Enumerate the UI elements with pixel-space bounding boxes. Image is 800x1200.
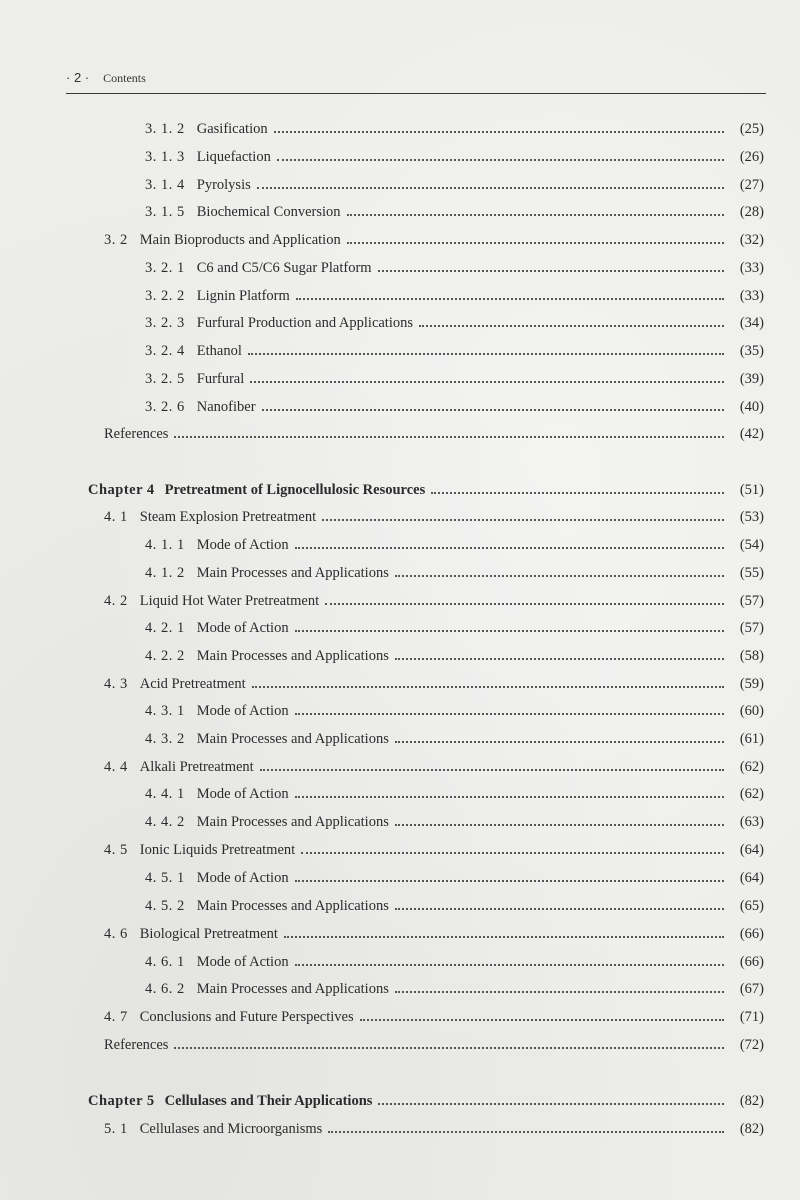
toc-entry[interactable]	[145, 397, 764, 417]
toc-entry-page: (55)	[739, 564, 764, 581]
dot-leader	[395, 740, 724, 743]
toc-entry[interactable]	[104, 591, 764, 611]
toc-entry-title: Mode of Action	[196, 953, 289, 970]
toc-entry[interactable]	[104, 1119, 764, 1139]
toc-entry-number: 3. 2. 3	[145, 314, 185, 331]
toc-entry-number: 4. 3. 1	[145, 702, 185, 719]
toc-entry[interactable]	[104, 674, 764, 694]
toc-entry-title: Mode of Action	[196, 702, 289, 719]
dot-leader	[378, 269, 724, 272]
toc-entry-number: 5. 1	[104, 1120, 128, 1137]
toc-entry-references[interactable]	[104, 1035, 764, 1055]
dot-leader	[395, 823, 724, 826]
page-number: · 2 ·	[66, 70, 90, 85]
toc-entry-number: 4. 3	[104, 675, 128, 692]
dot-leader	[360, 1018, 724, 1021]
toc-entry-page: (63)	[739, 813, 764, 830]
dot-leader	[257, 186, 724, 189]
toc-entry-page: (62)	[739, 758, 764, 775]
toc-entry-number: 3. 2. 4	[145, 342, 185, 359]
toc-entry-title: Mode of Action	[196, 785, 289, 802]
toc-entry-page: (32)	[739, 231, 764, 248]
dot-leader	[250, 380, 724, 383]
toc-entry-number: 4. 5. 2	[145, 897, 185, 914]
dot-leader	[347, 213, 724, 216]
chapter-title: Pretreatment of Lignocellulosic Resources	[164, 481, 426, 498]
chapter-title: Cellulases and Their Applications	[164, 1092, 373, 1109]
dot-leader	[395, 574, 724, 577]
toc-entry-page: (64)	[739, 869, 764, 886]
dot-leader	[295, 629, 724, 632]
toc-entry[interactable]	[145, 535, 764, 555]
toc-entry-page: (66)	[739, 925, 764, 942]
toc-entry-title: Furfural	[196, 370, 245, 387]
toc-entry[interactable]	[145, 729, 764, 749]
chapter-number: Chapter 5	[88, 1092, 155, 1109]
toc-chapter-heading[interactable]	[88, 1091, 764, 1111]
toc-entry-number: 3. 2. 2	[145, 287, 185, 304]
toc-entry-title: Ethanol	[196, 342, 242, 359]
toc-entry-title: Main Bioproducts and Application	[139, 231, 341, 248]
toc-entry[interactable]	[145, 341, 764, 361]
toc-entry-references[interactable]	[104, 424, 764, 444]
toc-entry-page: (34)	[739, 314, 764, 331]
toc-entry[interactable]	[145, 618, 764, 638]
toc-entry-title: Mode of Action	[196, 619, 289, 636]
toc-entry-number: 3. 2. 5	[145, 370, 185, 387]
toc-entry-page: (61)	[739, 730, 764, 747]
dot-leader	[295, 546, 724, 549]
toc-entry-title: Lignin Platform	[196, 287, 290, 304]
toc-entry-number: 3. 1. 4	[145, 176, 185, 193]
toc-entry-title: Biochemical Conversion	[196, 203, 341, 220]
toc-entry-number: 4. 1. 1	[145, 536, 185, 553]
toc-entry[interactable]	[104, 507, 764, 527]
toc-entry[interactable]	[145, 952, 764, 972]
toc-entry[interactable]	[145, 175, 764, 195]
toc-entry[interactable]	[145, 369, 764, 389]
toc-entry[interactable]	[104, 230, 764, 250]
dot-leader	[295, 712, 724, 715]
toc-entry[interactable]	[145, 896, 764, 916]
dot-leader	[277, 158, 724, 161]
dot-leader	[174, 435, 724, 438]
toc-entry-title: Main Processes and Applications	[196, 813, 389, 830]
toc-entry[interactable]	[104, 840, 764, 860]
toc-entry-title: References	[104, 1036, 169, 1053]
toc-entry-title: Steam Explosion Pretreatment	[139, 508, 317, 525]
toc-entry[interactable]	[145, 119, 764, 139]
dot-leader	[419, 324, 724, 327]
toc-entry-number: 4. 2	[104, 592, 128, 609]
toc-entry-number: 4. 1	[104, 508, 128, 525]
dot-leader	[295, 795, 724, 798]
toc-entry[interactable]	[104, 924, 764, 944]
dot-leader	[322, 518, 724, 521]
chapter-number: Chapter 4	[88, 481, 155, 498]
toc-entry-title: Biological Pretreatment	[139, 925, 278, 942]
toc-entry-title: Alkali Pretreatment	[139, 758, 254, 775]
dot-leader	[431, 491, 724, 494]
toc-entry-page: (54)	[739, 536, 764, 553]
toc-entry-page: (51)	[739, 481, 764, 498]
toc-entry-page: (64)	[739, 841, 764, 858]
toc-entry-page: (72)	[739, 1036, 764, 1053]
dot-leader	[296, 297, 724, 300]
toc-entry-number: 3. 2	[104, 231, 128, 248]
toc-entry-number: 4. 6. 2	[145, 980, 185, 997]
dot-leader	[295, 879, 724, 882]
dot-leader	[328, 1130, 724, 1133]
toc-entry-page: (57)	[739, 619, 764, 636]
toc-entry-page: (60)	[739, 702, 764, 719]
toc-entry-page: (82)	[739, 1120, 764, 1137]
toc-entry[interactable]	[104, 1007, 764, 1027]
toc-entry-number: 4. 2. 2	[145, 647, 185, 664]
toc-entry-page: (26)	[739, 148, 764, 165]
toc-entry-title: Main Processes and Applications	[196, 730, 389, 747]
toc-entry-title: Nanofiber	[196, 398, 256, 415]
dot-leader	[174, 1046, 724, 1049]
toc-entry-page: (35)	[739, 342, 764, 359]
toc-entry-title: Conclusions and Future Perspectives	[139, 1008, 354, 1025]
toc-entry[interactable]	[145, 563, 764, 583]
toc-entry-title: Gasification	[196, 120, 268, 137]
toc-entry-title: Main Processes and Applications	[196, 897, 389, 914]
toc-entry-page: (40)	[739, 398, 764, 415]
toc-entry[interactable]	[145, 784, 764, 804]
toc-entry[interactable]	[104, 757, 764, 777]
toc-entry-title: Pyrolysis	[196, 176, 251, 193]
toc-entry-page: (53)	[739, 508, 764, 525]
toc-entry-title: Mode of Action	[196, 536, 289, 553]
toc-entry-page: (57)	[739, 592, 764, 609]
dot-leader	[248, 352, 724, 355]
toc-entry-number: 3. 1. 5	[145, 203, 185, 220]
dot-leader	[274, 130, 724, 133]
toc-entry[interactable]	[145, 313, 764, 333]
toc-entry-page: (28)	[739, 203, 764, 220]
toc-entry-title: Liquid Hot Water Pretreatment	[139, 592, 320, 609]
toc-entry-title: Liquefaction	[196, 148, 271, 165]
dot-leader	[262, 408, 724, 411]
toc-entry-title: Main Processes and Applications	[196, 980, 389, 997]
toc-entry-page: (59)	[739, 675, 764, 692]
toc-entry-page: (39)	[739, 370, 764, 387]
toc-entry-number: 3. 2. 6	[145, 398, 185, 415]
dot-leader	[301, 851, 724, 854]
toc-entry-title: References	[104, 425, 169, 442]
toc-entry-number: 4. 5	[104, 841, 128, 858]
toc-entry-page: (33)	[739, 259, 764, 276]
toc-entry-title: Cellulases and Microorganisms	[139, 1120, 323, 1137]
running-header-title: Contents	[103, 71, 146, 85]
dot-leader	[325, 602, 724, 605]
toc-chapter-heading[interactable]	[88, 480, 764, 500]
toc-entry-page: (82)	[739, 1092, 764, 1109]
toc-entry[interactable]	[145, 646, 764, 666]
toc-entry-number: 4. 4. 1	[145, 785, 185, 802]
toc-entry-number: 3. 2. 1	[145, 259, 185, 276]
toc-entry-title: Ionic Liquids Pretreatment	[139, 841, 296, 858]
toc-entry[interactable]	[145, 202, 764, 222]
dot-leader	[378, 1102, 724, 1105]
toc-entry-number: 4. 4. 2	[145, 813, 185, 830]
toc-entry-page: (42)	[739, 425, 764, 442]
toc-entry-title: Main Processes and Applications	[196, 564, 389, 581]
dot-leader	[395, 907, 724, 910]
dot-leader	[295, 963, 724, 966]
toc-entry-page: (25)	[739, 120, 764, 137]
toc-entry-number: 3. 1. 2	[145, 120, 185, 137]
toc-entry[interactable]	[145, 286, 764, 306]
toc-entry-number: 4. 1. 2	[145, 564, 185, 581]
toc-entry-page: (62)	[739, 785, 764, 802]
toc-entry[interactable]	[145, 812, 764, 832]
toc-entry-number: 4. 5. 1	[145, 869, 185, 886]
toc-entry[interactable]	[145, 147, 764, 167]
toc-entry[interactable]	[145, 979, 764, 999]
dot-leader	[395, 657, 724, 660]
toc-entry-number: 3. 1. 3	[145, 148, 185, 165]
toc-entry-number: 4. 2. 1	[145, 619, 185, 636]
toc-entry-title: C6 and C5/C6 Sugar Platform	[196, 259, 372, 276]
dot-leader	[395, 990, 724, 993]
toc-entry-page: (65)	[739, 897, 764, 914]
toc-entry[interactable]	[145, 868, 764, 888]
toc-entry[interactable]	[145, 701, 764, 721]
toc-entry-page: (58)	[739, 647, 764, 664]
dot-leader	[347, 241, 724, 244]
toc-entry-number: 4. 4	[104, 758, 128, 775]
dot-leader	[260, 768, 724, 771]
toc-entry-page: (67)	[739, 980, 764, 997]
toc-entry-title: Furfural Production and Applications	[196, 314, 414, 331]
toc-entry-title: Acid Pretreatment	[139, 675, 246, 692]
toc-entry-page: (71)	[739, 1008, 764, 1025]
toc-entry-number: 4. 6. 1	[145, 953, 185, 970]
toc-entry-page: (33)	[739, 287, 764, 304]
toc-entry-number: 4. 3. 2	[145, 730, 185, 747]
dot-leader	[284, 935, 724, 938]
toc-entry-title: Mode of Action	[196, 869, 289, 886]
toc-entry[interactable]	[145, 258, 764, 278]
toc-entry-page: (27)	[739, 176, 764, 193]
toc-entry-number: 4. 7	[104, 1008, 128, 1025]
toc-entry-title: Main Processes and Applications	[196, 647, 389, 664]
toc-entry-number: 4. 6	[104, 925, 128, 942]
toc-entry-page: (66)	[739, 953, 764, 970]
dot-leader	[252, 685, 724, 688]
